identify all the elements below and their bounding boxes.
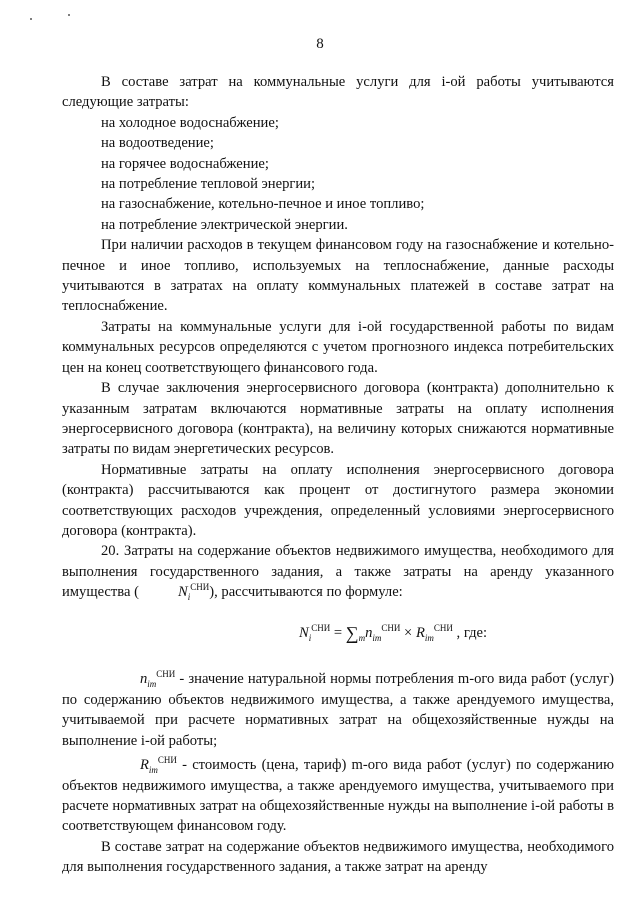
list-item: на горячее водоснабжение; (101, 155, 269, 172)
symbol-n: $n_{im}^{СНИ}$ (140, 669, 176, 690)
formula-n: $n_{im}^{СНИ}$ (365, 622, 401, 643)
formula-N: $N_i^{СНИ}$ (298, 622, 331, 643)
formula-R: $R_{im}^{СНИ}$ (415, 622, 453, 643)
list-item: на потребление тепловой энергии; (101, 176, 316, 193)
definition-n (62, 669, 614, 751)
formula-suffix: , где: (452, 624, 488, 641)
utilities-list (62, 113, 614, 235)
sum-index: m (358, 632, 366, 643)
sum-sign: ∑ (345, 622, 359, 643)
last-paragraph: В составе затрат на содержание объектов недвижимого имущества, необходимого для выполнения государственного задания, а также затрат на аренду (62, 838, 614, 876)
energy-percent-paragraph: Нормативные затраты на оплату исполнения энергосервисного договора (контракта) рассчитываются как процент от достигнутого размера экономии соответствующих расходов учреждения, определенный условиями энергосервисного договора (контракта). (62, 461, 614, 539)
paragraph-20-text-before: 20. Затраты на содержание объектов недвижимого имущества, необходимого для выполнения государственного задания, а также затраты на аренду указанного имущества ( (62, 543, 614, 601)
definition-R-text: - стоимость (цена, тариф) m-ого вида работ (услуг) по содержанию объектов недвижимого имущества, а также арендуемого имущества, учитываемого при расчете нормативных затрат на общехозяйственные нужды на выполнение i-ой работы в соответствующем финансовом году. (62, 757, 614, 835)
gas-paragraph: При наличии расходов в текущем финансовом году на газоснабжение и котельно-печное и иное топливо, используемых на теплоснабжение, данные расходы учитываются в затратах на оплату коммунальных платежей в составе затрат на теплоснабжение. (62, 237, 614, 315)
definition-R (62, 755, 614, 837)
index-paragraph: Затраты на коммунальные услуги для i-ой государственной работы по видам коммунальных ресурсов определяются с учетом прогнозного индекса потребительских цен на конец соответствующего финансового года. (62, 318, 614, 376)
scan-speck (30, 18, 32, 20)
scan-speck (68, 14, 70, 16)
formula-times: × (400, 624, 416, 641)
symbol-R: $R_{im}^{СНИ}$ (140, 755, 177, 775)
intro-paragraph: В составе затрат на коммунальные услуги для i-ой работы учитываются следующие затраты: (62, 74, 614, 111)
paragraph-20 (62, 541, 614, 602)
paragraph-20-text-after: ), рассчитываются по формуле: (209, 584, 403, 601)
formula (62, 621, 614, 650)
document-body (62, 72, 614, 878)
list-item: на водоотведение; (101, 135, 214, 152)
list-item: на газоснабжение, котельно-печное и иное топливо; (101, 196, 425, 213)
list-item: на холодное водоснабжение; (101, 114, 279, 131)
definition-n-text: - значение натуральной нормы потребления m-ого вида работ (услуг) по содержанию объектов недвижимого имущества, а также арендуемого имущества, учитываемой при расчете нормативных затрат на общехозяйственные нужды на выполнение i-ой работы; (62, 671, 614, 749)
page-number: 8 (316, 36, 324, 52)
formula-equals: = (330, 624, 346, 641)
inline-symbol-N: $N_i^{СНИ}$ (177, 582, 210, 603)
list-item: на потребление электрической энергии. (101, 216, 348, 233)
energy-contract-paragraph: В случае заключения энергосервисного договора (контракта) дополнительно к указанным затратам включаются нормативные затраты на оплату исполнения энергосервисного договора (контракта), на величину которых снижаются нормативные затраты по видам энергетических ресурсов. (62, 380, 614, 458)
